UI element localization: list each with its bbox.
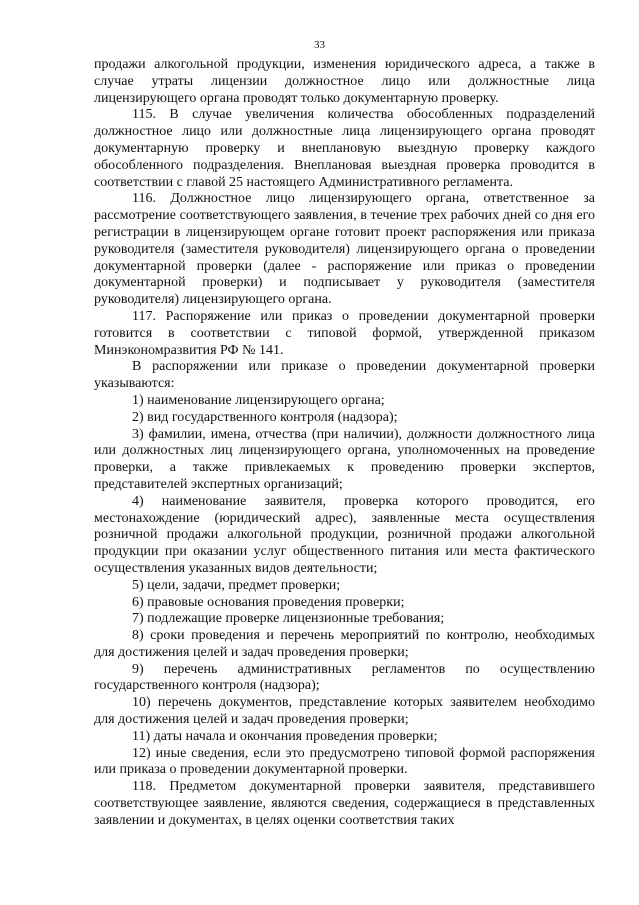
paragraph: 6) правовые основания проведения проверки; bbox=[132, 594, 405, 610]
paragraph: продажи алкогольной продукции, изменения юридического адреса, а также в случае утраты лицензии должностное лицо или должностные лица лицензирующего органа проводят только документарную проверку. bbox=[94, 57, 595, 106]
paragraph: 10) перечень документов, представление которых заявителем необходимо для достижения целей и задач проведения проверки; bbox=[94, 695, 595, 728]
paragraph: 115. В случае увеличения количества обособленных подразделений должностное лицо или должностные лица лицензирующего органа проводят документарную проверку и внеплановую выездную проверку каждого обособленного подразделения. Внеплановая выездная проверка проводится в соответствии с главой 25 настоящего Административного регламента. bbox=[94, 107, 595, 190]
paragraph: 3) фамилии, имена, отчества (при наличии), должности должностного лица или должностных лиц лицензирующего органа, уполномоченных на проведение проверки, а также привлекаемых к проведению проверки экспертов, представителей экспертных организаций; bbox=[94, 426, 595, 492]
document-body bbox=[94, 57, 595, 830]
paragraph: В распоряжении или приказе о проведении документарной проверки указываются: bbox=[94, 359, 595, 392]
paragraph: 7) подлежащие проверке лицензионные требования; bbox=[132, 611, 445, 627]
paragraph: 9) перечень административных регламентов по осуществлению государственного контроля (надзора); bbox=[94, 661, 595, 694]
paragraph: 4) наименование заявителя, проверка которого проводится, его местонахождение (юридический адрес), заявленные места осуществления розничной продажи алкогольной продукции, розничной продажи алкогольной продукции при оказании услуг общественного питания или места фактического осуществления указанных видов деятельности; bbox=[94, 493, 595, 576]
paragraph: 12) иные сведения, если это предусмотрено типовой формой распоряжения или приказа о проведении документарной проверки. bbox=[94, 745, 595, 778]
paragraph: 117. Распоряжение или приказ о проведении документарной проверки готовится в соответствии с типовой формой, утвержденной приказом Минэкономразвития РФ № 141. bbox=[94, 308, 595, 358]
paragraph: 8) сроки проведения и перечень мероприятий по контролю, необходимых для достижения целей и задач проведения проверки; bbox=[94, 628, 595, 660]
paragraph: 5) цели, задачи, предмет проверки; bbox=[132, 577, 341, 593]
paragraph: 116. Должностное лицо лицензирующего органа, ответственное за рассмотрение соответствующего заявления, в течение трех рабочих дней со дня его регистрации в лицензирующем органе готовит проект распоряжения или приказа руководителя (заместителя руководителя) лицензирующего органа о проведении документарной проверки (далее - распоряжение или приказ о проведении документарной проверки) и подписывает у руководителя (заместителя руководителя) лицензирующего органа. bbox=[94, 191, 595, 308]
paragraph: 1) наименование лицензирующего органа; bbox=[132, 392, 385, 408]
paragraph: 118. Предметом документарной проверки заявителя, представившего соответствующее заявление, являются сведения, содержащиеся в представленных заявлении и документах, в целях оценки соответствия таких bbox=[94, 779, 595, 828]
paragraph: 2) вид государственного контроля (надзора); bbox=[132, 409, 398, 425]
page-number: 33 bbox=[314, 39, 325, 51]
paragraph: 11) даты начала и окончания проведения проверки; bbox=[132, 728, 438, 744]
